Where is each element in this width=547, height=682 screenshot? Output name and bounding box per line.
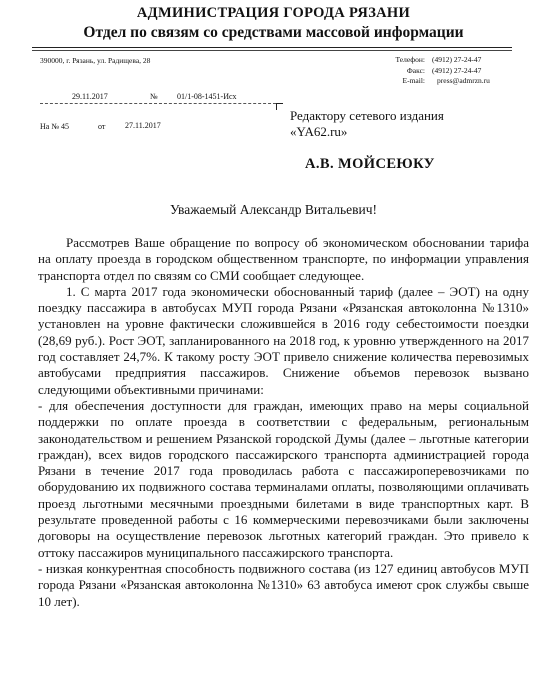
in-reply-date: 27.11.2017 [125,121,161,130]
recipient-line-1: Редактору сетевого издания [290,108,444,123]
contact-label: Факс: [406,65,425,75]
contact-value: (4912) 27-24-47 [432,65,482,75]
body-paragraph: - низкая конкурентная способность подвижного состава (из 127 единиц автобусов МУП города Рязани «Рязанская автоколонна №1310» 63 автобуса имеют срок службы свыше 10 лет). [38,560,529,609]
contact-label: E-mail: [402,76,425,85]
contact-value: press@admrzn.ru [437,76,490,85]
recipient-line-2: «YA62.ru» [290,124,348,139]
in-reply-label: На № 45 [40,122,69,131]
outgoing-date: 29.11.2017 [72,92,108,101]
body-paragraph: 1. С марта 2017 года экономически обоснованный тариф (далее – ЭОТ) на одну поездку пассажира в автобусах МУП города Рязани «Рязанская автоколонна №1310» установлен на уровне фактически сложившейся в 2016 году себестоимости поездки (28,69 руб.). Рост ЭОТ, запланированного на 2018 год, к уровню утвержденного на 2017 год составляет 24,7%. К такому росту ЭОТ привело снижение количества перевозимых автобусами предприятия пассажиров. Снижение объемов перевозок вызвано следующими объективными причинами: [38,283,529,397]
letter-body [38,235,529,610]
contact-phone [376,55,490,66]
contact-label: Телефон: [395,55,425,64]
addressee-name: А.В. МОЙСЕЮКУ [305,156,435,172]
contact-value: (4912) 27-24-47 [432,55,482,64]
department-title: Отдел по связям со средствами массовой информации [83,24,464,41]
contact-fax [376,66,490,77]
greeting: Уважаемый Александр Витальевич! [170,202,377,217]
from-label: от [98,122,106,131]
contacts-block [376,55,490,87]
outgoing-number: 01/1-08-1451-Исх [177,92,237,101]
department-address: 390000, г. Рязань, ул. Радищева, 28 [40,56,151,65]
address-corner-mark [276,103,283,110]
contact-email [376,76,490,87]
outgoing-number-label: № [150,92,158,101]
body-paragraph: Рассмотрев Ваше обращение по вопросу об экономическом обосновании тарифа на оплату проезда в городском общественном транспорте, по информации управления транспорта отдел по связям со СМИ сообщает следующее. [38,235,529,283]
body-paragraph: - для обеспечения доступности для граждан, имеющих право на меры социальной поддержки по оплате проезда в соответствии с федеральным, региональным законодательством и решением Рязанской городской Думы (далее – льготные категории граждан), всех видов городского пассажирского транспорта администрацией города Рязани в течение 2017 года проводилась работа с пассажироперевозчиками по оборудованию их подвижного состава терминалами оплаты, позволяющими оплачивать проезд льготными месячными проездными билетами в виде транспортных карт. В результате проведенной работы с 16 коммерческими перевозчиками были заключены договоры на осуществление перевозок льготных категорий граждан. Это привело к оттоку пассажиров муниципального пассажирского транспорта. [38,397,529,560]
header-rule-thin [32,50,512,51]
header-rule [32,47,512,48]
administration-title: АДМИНИСТРАЦИЯ ГОРОДА РЯЗАНИ [136,5,411,21]
reference-underline [40,103,276,104]
